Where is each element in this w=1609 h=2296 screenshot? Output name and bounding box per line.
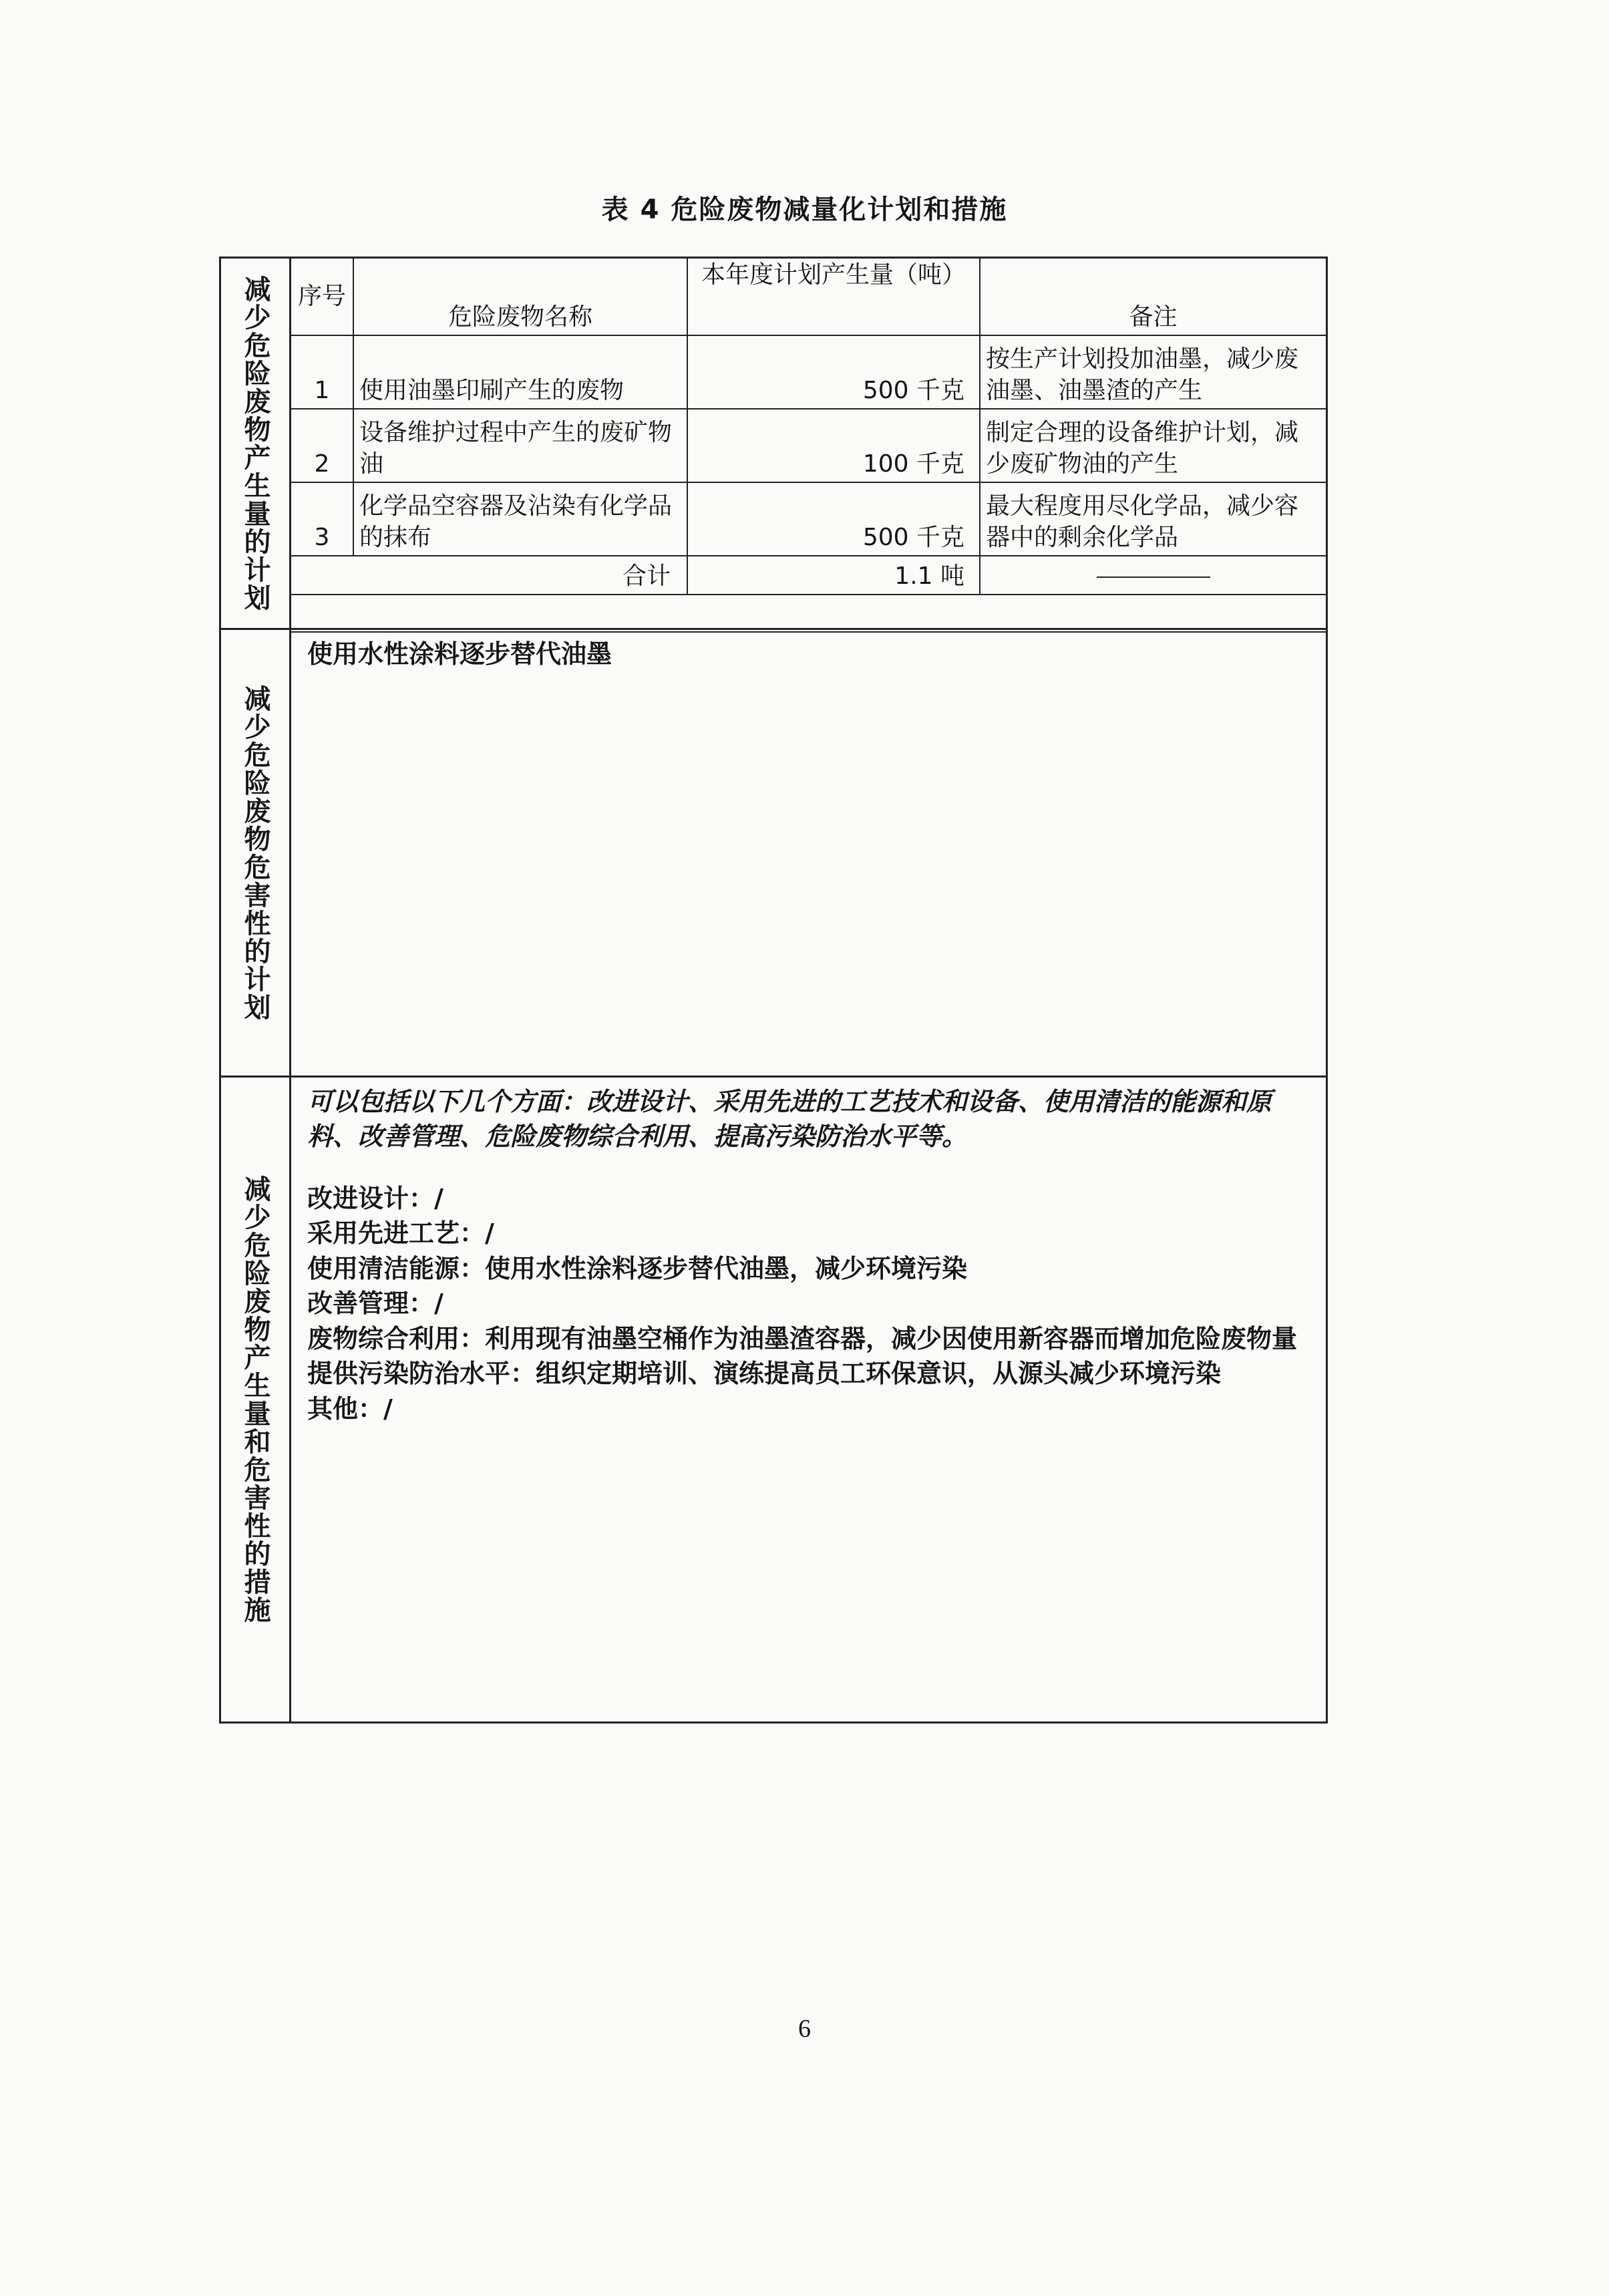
row-seq: 2 [291,409,353,482]
row-remark: 按生产计划投加油墨，减少废油墨、油墨渣的产生 [980,335,1326,409]
header-name: 危险废物名称 [353,259,687,335]
total-row [291,556,1326,595]
waste-reduction-form [219,257,1328,1724]
dash-line [1097,577,1210,578]
section-hazard-plan [221,630,1326,1078]
row-name: 设备维护过程中产生的废矿物油 [353,409,687,482]
section-label: 减少危险废物危害性的计划 [221,630,291,1076]
section-label: 减少危险废物产生量的计划 [221,259,291,628]
row-name: 使用油墨印刷产生的废物 [353,335,687,409]
measure-item: 采用先进工艺：/ [307,1218,494,1249]
section-label: 减少危险废物产生量和危害性的措施 [221,1078,291,1721]
section-quantity-plan [221,259,1326,630]
row-seq: 1 [291,335,353,409]
measures-intro: 可以包括以下几个方面：改进设计、采用先进的工艺技术和设备、使用清洁的能源和原料、改善管理、危险废物综合利用、提高污染防治水平等。 [307,1087,1272,1152]
row-amount: 500 千克 [687,335,980,409]
measure-item: 改进设计：/ [307,1183,443,1213]
total-amount: 1.1 吨 [687,556,980,595]
table-row [291,409,1326,482]
page-title: 表 4 危险废物减量化计划和措施 [601,194,1008,225]
blank-row [291,595,1326,632]
table-header-row [291,259,1326,335]
row-name: 化学品空容器及沾染有化学品的抹布 [353,482,687,556]
total-label: 合计 [291,556,687,595]
waste-table [291,259,1326,633]
measure-item: 废物综合利用：利用现有油墨空桶作为油墨渣容器，减少因使用新容器而增加危险废物量 [307,1323,1298,1353]
measure-item: 改善管理：/ [307,1289,443,1319]
measure-item: 提供污染防治水平：组织定期培训、演练提高员工环保意识，从源头减少环境污染 [307,1359,1222,1389]
header-seq: 序号 [291,259,353,335]
row-amount: 500 千克 [687,482,980,556]
row-amount: 100 千克 [687,409,980,482]
page-number: 6 [798,2015,811,2043]
header-remark: 备注 [980,259,1326,335]
measure-item: 其他：/ [307,1393,393,1424]
header-amount: 本年度计划产生量（吨） [687,259,980,335]
row-remark: 制定合理的设备维护计划，减少废矿物油的产生 [980,409,1326,482]
measure-item: 使用清洁能源：使用水性涂料逐步替代油墨，减少环境污染 [307,1253,968,1283]
table-row [291,482,1326,556]
section-measures [221,1078,1326,1721]
total-remark [980,556,1326,595]
table-row [291,335,1326,409]
row-remark: 最大程度用尽化学品，减少容器中的剩余化学品 [980,482,1326,556]
row-seq: 3 [291,482,353,556]
hazard-plan-text: 使用水性涂料逐步替代油墨 [307,639,612,669]
